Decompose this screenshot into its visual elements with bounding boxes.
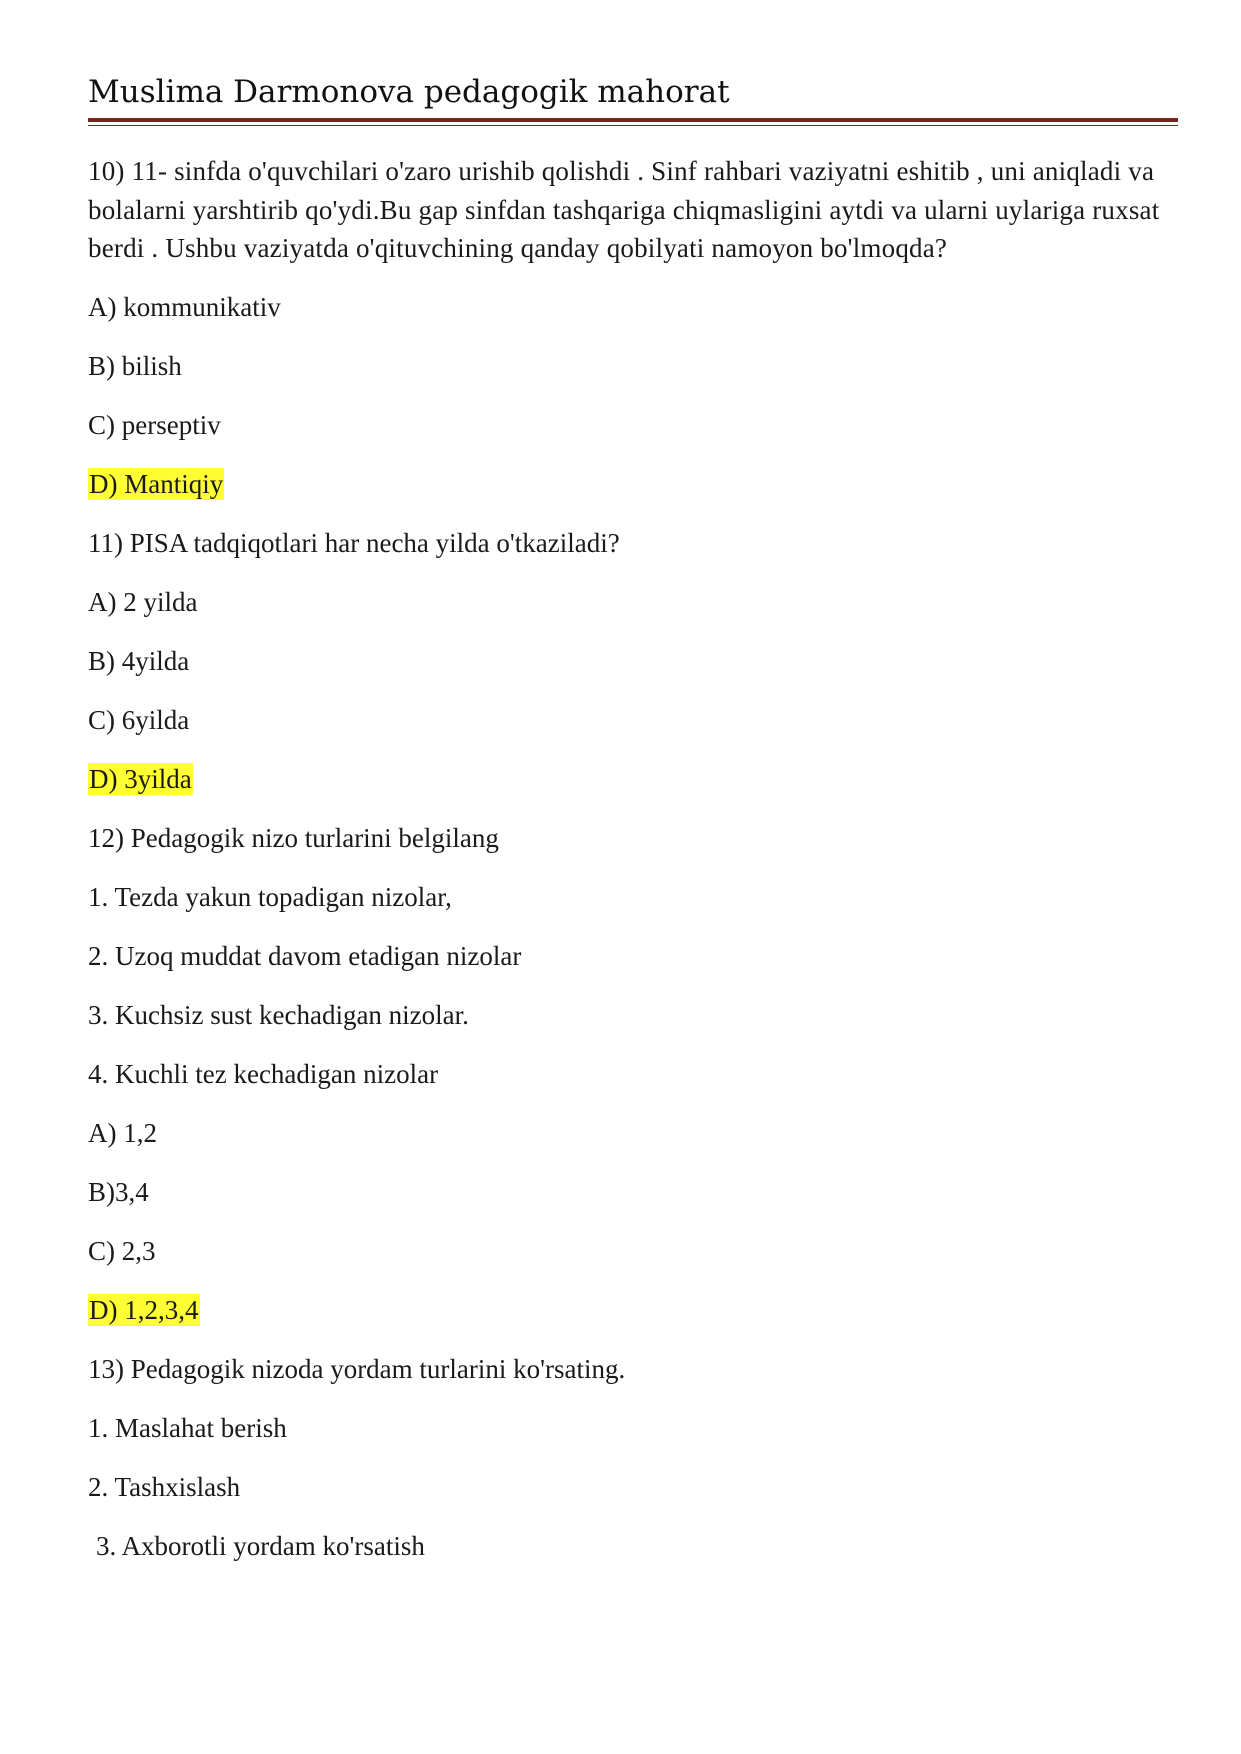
q12-option-c: C) 2,3 xyxy=(88,1235,156,1266)
q10-option-b: B) bilish xyxy=(88,350,182,381)
question-12-text: 12) Pedagogik nizo turlarini belgilang xyxy=(88,822,499,853)
q10-option-c: C) perseptiv xyxy=(88,409,221,440)
answer-highlight: D) Mantiqiy xyxy=(89,468,224,499)
q13-item-3: 3. Axborotli yordam ko'rsatish xyxy=(96,1530,425,1561)
question-13-text: 13) Pedagogik nizoda yordam turlarini ko'rsating. xyxy=(88,1353,626,1384)
answer-highlight: D) 3yilda xyxy=(89,763,192,794)
q11-option-a: A) 2 yilda xyxy=(88,586,198,617)
q12-item-1: 1. Tezda yakun topadigan nizolar, xyxy=(88,881,452,912)
answer-highlight: D) 1,2,3,4 xyxy=(89,1294,199,1325)
q13-item-1: 1. Maslahat berish xyxy=(88,1412,287,1443)
q12-option-a: A) 1,2 xyxy=(88,1117,157,1148)
header-rule-thin xyxy=(88,125,1178,126)
q12-option-d-answer xyxy=(88,1290,1168,1330)
q10-option-a: A) kommunikativ xyxy=(88,291,281,322)
header-title: Muslima Darmonova pedagogik mahorat xyxy=(88,74,730,110)
q11-option-c: C) 6yilda xyxy=(88,704,190,735)
q11-option-d-answer xyxy=(88,759,1168,799)
q12-item-2: 2. Uzoq muddat davom etadigan nizolar xyxy=(88,940,522,971)
q13-item-2: 2. Tashxislash xyxy=(88,1471,241,1502)
header-rule-thick xyxy=(88,118,1178,122)
question-10-text: 10) 11- sinfda o'quvchilari o'zaro urishib qolishdi . Sinf rahbari vaziyatni eshitib , uni aniqladi va bolalarni yarshtirib qo'ydi.Bu gap sinfdan tashqariga chiqmasligini aytdi va ularni uylariga ruxsat berdi . Ushbu vaziyatda o'qituvchining qanday qobilyati namoyon bo'lmoqda? xyxy=(88,156,1160,263)
page-header xyxy=(88,70,1178,126)
q12-item-3: 3. Kuchsiz sust kechadigan nizolar. xyxy=(88,999,469,1030)
q10-option-d-answer xyxy=(88,464,1168,504)
q12-option-b: B)3,4 xyxy=(88,1176,149,1207)
document-body xyxy=(88,152,1168,1585)
q12-item-4: 4. Kuchli tez kechadigan nizolar xyxy=(88,1058,439,1089)
q11-option-b: B) 4yilda xyxy=(88,645,190,676)
question-11-text: 11) PISA tadqiqotlari har necha yilda o'tkaziladi? xyxy=(88,527,620,558)
